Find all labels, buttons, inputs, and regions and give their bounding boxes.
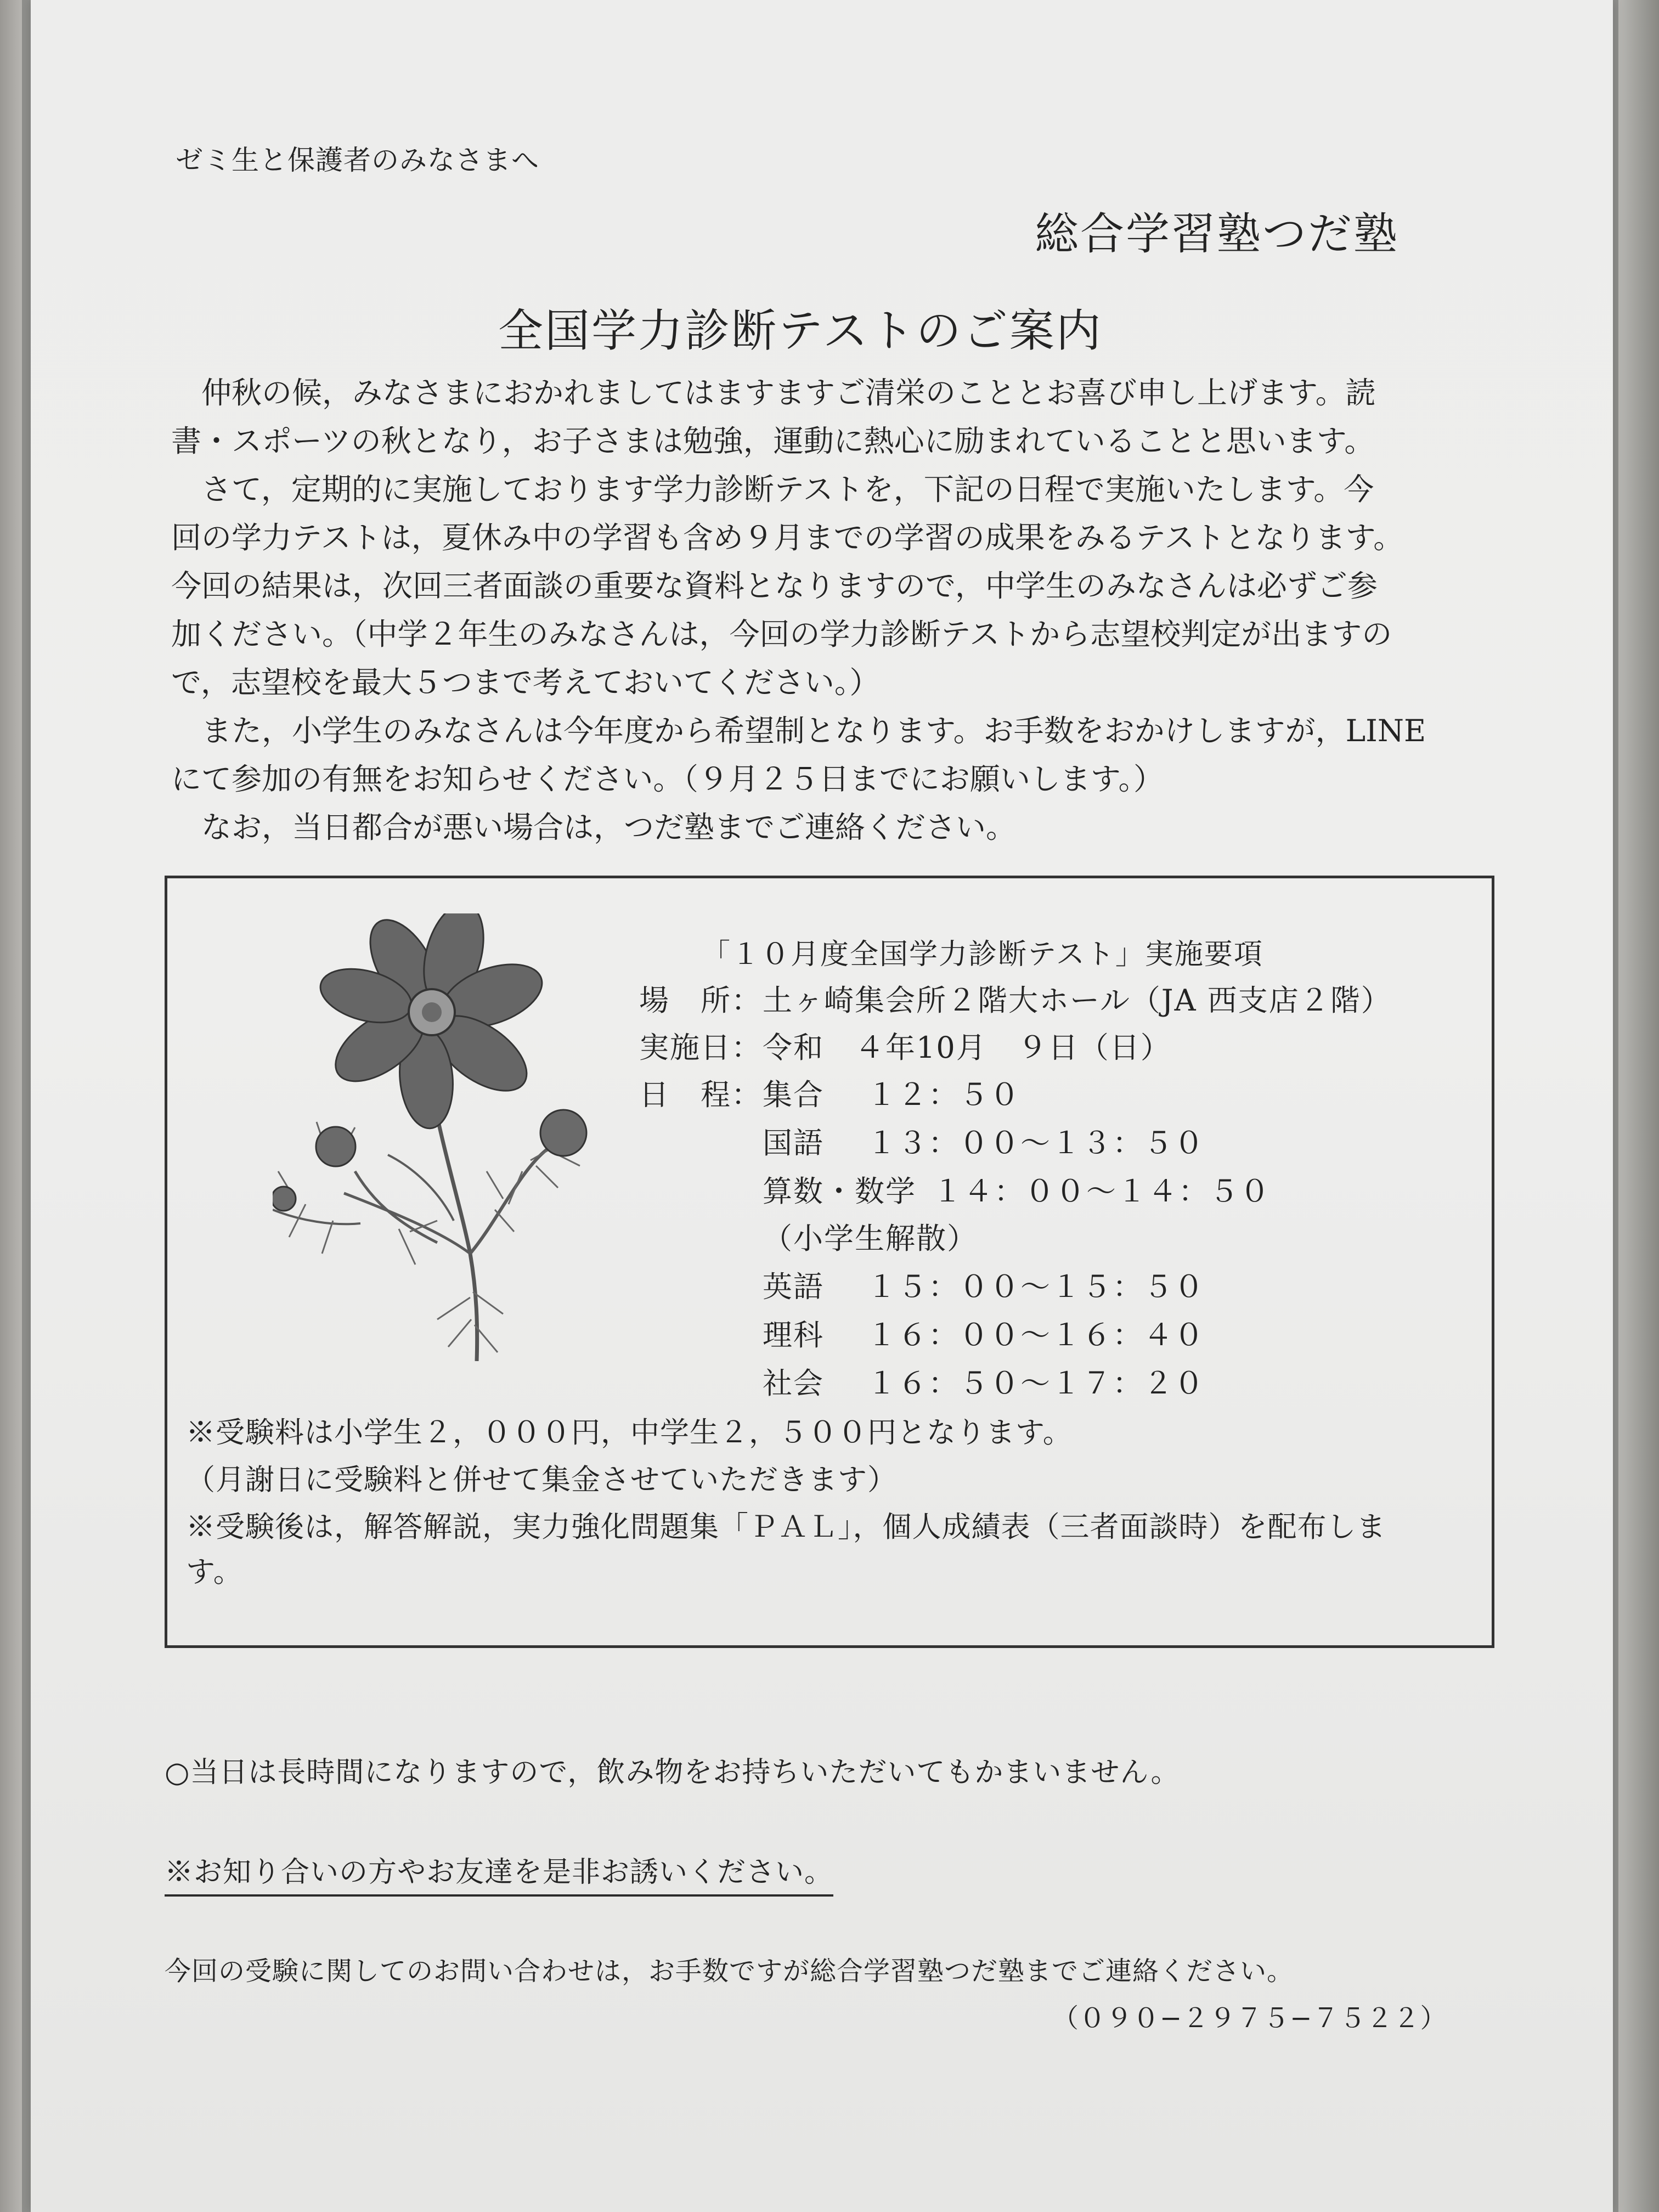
test-details-box	[165, 876, 1494, 1648]
body-line: 書・スポーツの秋となり，お子さまは勉強，運動に熱心に励まれていることと思います。	[171, 424, 1375, 459]
schedule-subject: 理科	[763, 1318, 824, 1352]
schedule-time: １５：００〜１５：５０	[867, 1269, 1205, 1304]
body-line: にて参加の有無をお知らせください。（９月２５日までにお願いします。）	[171, 761, 1164, 797]
document-title: 全国学力診断テストのご案内	[498, 305, 1103, 357]
body-line: 今回の結果は，次回三者面談の重要な資料となりますので，中学生のみなさんは必ずご参	[171, 568, 1378, 603]
place-label: 場 所：	[639, 983, 762, 1018]
addressee: ゼミ生と保護者のみなさまへ	[176, 144, 539, 176]
schedule-time: １４：００〜１４：５０	[933, 1174, 1271, 1209]
schedule-label: 日 程：	[639, 1077, 762, 1112]
schedule-subject: 社会	[763, 1366, 824, 1401]
body-line: 回の学力テストは，夏休み中の学習も含め９月までの学習の成果をみるテストとなります。	[171, 520, 1404, 555]
schedule-subject: 英語	[763, 1269, 824, 1304]
background-left	[0, 0, 22, 2212]
background-right	[1618, 0, 1659, 2212]
body-line: また，小学生のみなさんは今年度から希望制となります。お手数をおかけしますが，LINE	[171, 713, 1426, 748]
schedule-time: １６：５０〜１７：２０	[867, 1366, 1205, 1401]
invite-note: ※お知り合いの方やお友達を是非お誘いください。	[165, 1849, 833, 1897]
schedule-time: １６：００〜１６：４０	[867, 1318, 1205, 1352]
body-line: なお，当日都合が悪い場合は，つだ塾までご連絡ください。	[171, 810, 1017, 845]
date-label: 実施日：	[639, 1030, 762, 1065]
body-text	[171, 369, 1488, 851]
date-value: 令和 ４年10月 ９日（日）	[763, 1030, 1171, 1065]
contact-note: 今回の受験に関してのお問い合わせは，お手数ですが総合学習塾つだ塾までご連絡ください。	[165, 1956, 1294, 1987]
place-value: 土ヶ崎集会所２階大ホール（JA 西支店２階）	[763, 983, 1392, 1018]
schedule-time: １２：５０	[867, 1077, 1020, 1112]
document-page	[31, 0, 1613, 2212]
schedule-subject: 集合	[763, 1077, 824, 1112]
body-line: さて，定期的に実施しております学力診断テストを，下記の日程で実施いたします。今	[171, 472, 1374, 507]
materials-note-continued: す。	[186, 1555, 243, 1589]
fee-collection-note: （月謝日に受験料と併せて集金させていただきます）	[186, 1463, 897, 1497]
schedule-note: （小学生解散）	[763, 1221, 978, 1256]
cosmos-flower-icon	[273, 913, 657, 1361]
fee-note: ※受験料は小学生２，０００円，中学生２，５００円となります。	[186, 1416, 1073, 1449]
drink-note: ○当日は長時間になりますので，飲み物をお持ちいただいてもかまいません。	[165, 1756, 1180, 1789]
schedule-time: １３：００〜１３：５０	[867, 1126, 1205, 1160]
box-heading: 「１０月度全国学力診断テスト」実施要項	[702, 938, 1263, 971]
body-line: 仲秋の候，みなさまにおかれましてはますますご清栄のこととお喜び申し上げます。読	[171, 375, 1376, 410]
sender-name: 総合学習塾つだ塾	[1035, 208, 1399, 259]
schedule-subject: 国語	[763, 1126, 824, 1160]
schedule-subject: 算数・数学	[763, 1174, 916, 1209]
phone-number: （０９０−２９７５−７５２２）	[1052, 2003, 1447, 2034]
materials-note: ※受験後は，解答解説，実力強化問題集「ＰＡＬ」，個人成績表（三者面談時）を配布しま	[186, 1510, 1386, 1544]
body-line: で，志望校を最大５つまで考えておいてください。）	[171, 665, 880, 700]
body-line: 加ください。（中学２年生のみなさんは，今回の学力診断テストから志望校判定が出ますの	[171, 617, 1392, 652]
